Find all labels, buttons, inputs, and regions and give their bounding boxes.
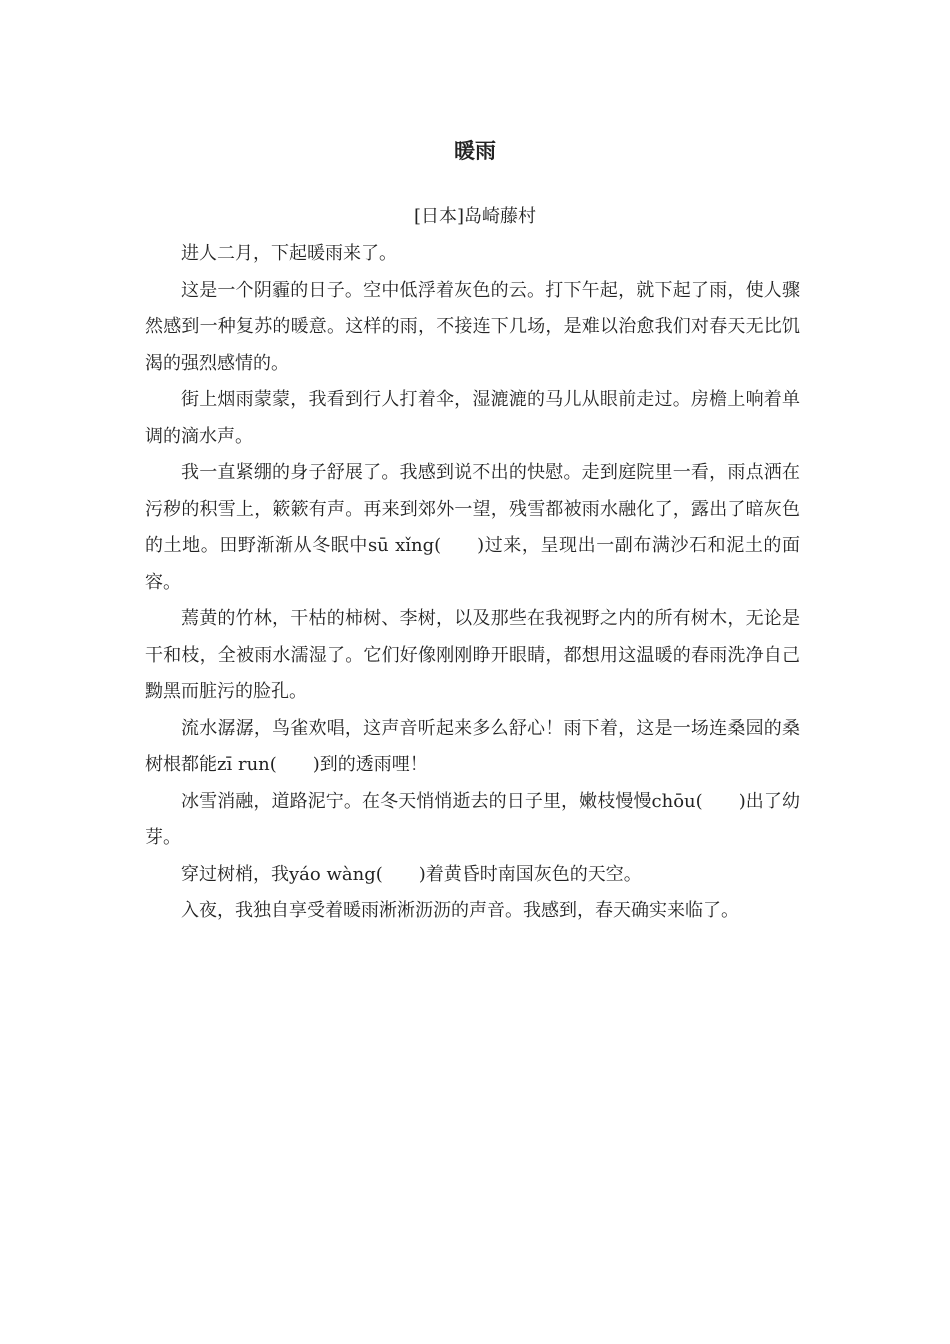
paragraph bbox=[145, 893, 800, 930]
paragraph-text: 流水潺潺，鸟雀欢唱，这声音听起来多么舒心！雨下着，这是一场连桑园的桑树根都能zī run( bbox=[145, 717, 800, 775]
paragraph bbox=[145, 273, 800, 383]
paragraph-text: )出了幼芽。 bbox=[145, 790, 801, 848]
paragraph-text: )到的透雨哩！ bbox=[312, 754, 428, 775]
paragraph-text: 冰雪消融，道路泥宁。在冬天悄悄逝去的日子里，嫩枝慢慢chōu( bbox=[181, 790, 703, 812]
paragraph bbox=[145, 711, 800, 784]
paragraph bbox=[145, 236, 800, 273]
paragraph-text: 穿过树梢，我yáo wàng( bbox=[181, 863, 383, 885]
paragraph-text: )过来，呈现出一副布满沙石和泥土的面容。 bbox=[145, 535, 800, 593]
paragraph-text: )着黄昏时南国灰色的天空。 bbox=[418, 863, 642, 885]
paragraph bbox=[145, 382, 800, 455]
paragraph bbox=[145, 857, 800, 894]
page-title: 暖雨 bbox=[454, 139, 496, 163]
paragraph bbox=[145, 601, 800, 711]
paragraph-text: 街上烟雨蒙蒙，我看到行人打着伞，湿漉漉的马儿从眼前走过。房檐上响着单调的滴水声。 bbox=[145, 389, 800, 447]
paragraph-text: 入夜，我独自享受着暖雨淅淅沥沥的声音。我感到，春天确实来临了。 bbox=[181, 900, 739, 921]
paragraph-text: 这是一个阴霾的日子。空中低浮着灰色的云。打下午起，就下起了雨，使人骤然感到一种复苏的暖意。这样的雨，不接连下几场，是难以治愈我们对春天无比饥渴的强烈感情的。 bbox=[145, 279, 800, 374]
paragraph-text: 进人二月，下起暖雨来了。 bbox=[181, 243, 397, 264]
paragraph-text: 蔫黄的竹林，干枯的柿树、李树，以及那些在我视野之内的所有树木，无论是干和枝，全被雨水濡湿了。它们好像刚刚睁开眼睛，都想用这温暖的春雨洗净自己黝黑而脏污的脸孔。 bbox=[145, 608, 800, 702]
paragraph bbox=[145, 455, 800, 601]
paragraph-text: 我一直紧绷的身子舒展了。我感到说不出的快慰。走到庭院里一看，雨点洒在污秽的积雪上，簌簌有声。再来到郊外一望，残雪都被雨水融化了，露出了暗灰色的土地。田野渐渐从冬眠中sū xǐng( bbox=[145, 462, 800, 556]
author-line: [日本]岛崎藤村 bbox=[413, 206, 537, 227]
article-body bbox=[145, 236, 800, 930]
paragraph bbox=[145, 784, 800, 857]
